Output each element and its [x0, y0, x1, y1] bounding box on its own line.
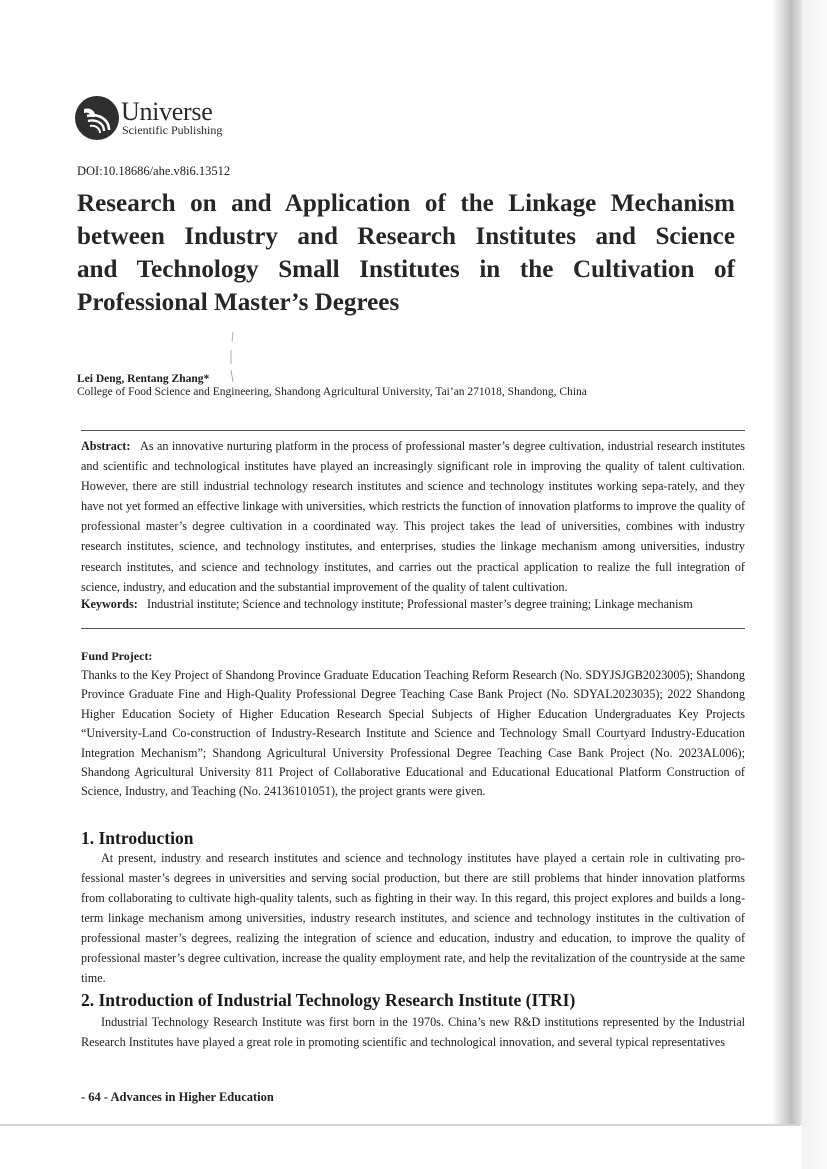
keywords — [81, 597, 745, 612]
title-line: between Industry and Research Institutes and Science — [77, 221, 735, 250]
keywords-text: Industrial institute; Science and technology institute; Professional master’s degree training; Linkage mechanism — [147, 597, 693, 611]
fund-project-text: Thanks to the Key Project of Shandong Province Graduate Education Teaching Reform Research (No. SDYJSJGB2023005); Shandong Province Graduate Fine and High-Quality Professional Degree Teaching Case Bank Project (No. SDYAL2023035); 2022 Shandong Higher Education Society of Higher Education Research Special Subjects of Higher Education Undergraduates Key Projects “University-Land Co-construction of Industry-Research Institute and Science and Technology Small Courtyard Industry-Education Integration Mechanism”; Shandong Agricultural University Professional Degree Teaching Case Bank Project (No. 2023AL006); Shandong Agricultural University 811 Project of Collaborative Educational and Educational Educational Platform Construction of Science, Industry, and Teaching (No. 24136101051), the project grants were given. — [81, 668, 745, 799]
paper-page — [77, 0, 747, 1169]
doi: DOI:10.18686/ahe.v8i6.13512 — [77, 164, 231, 178]
abstract-spacer — [134, 439, 137, 453]
publisher-logo — [74, 95, 274, 145]
universe-logo-icon — [74, 95, 120, 141]
section-paragraph: At present, industry and research institutes and science and technology institutes have played a certain role in cultivating pro-fessional master’s degrees in universities and serving social production, but there are still problems that hinder innovation platforms from collaborating to cultivate high-quality talents, such as fighting in their way. In this regard, this project explores and builds a long-term linkage mechanism among universities, industry research institutes, and science and technology institutes in the cultivation of professional master’s degrees, realizing the integration of science and education, industry and education, to improve the quality of professional master’s degree cultivation, increase the quality employment rate, and help the revitalization of the countryside at the same time. — [81, 851, 745, 985]
title-line: and Technology Small Institutes in the Cultivation of — [77, 254, 735, 283]
title-line: Professional Master’s Degrees — [77, 287, 400, 316]
divider — [81, 628, 745, 629]
fund-project-label: Fund Project: — [81, 649, 153, 663]
keywords-spacer — [141, 597, 144, 611]
abstract-text: As an innovative nurturing platform in the process of professional master’s degree cultivation, industrial research institutes and scientific and technological institutes have played an increasingly significant role in improving the quality of talent cultivation. However, there are still industrial technology research institutes and science and technology institutes working sepa-rately, and they have not yet formed an effective linkage with universities, which restricts the function of innovation platforms to improve the quality of professional master’s degree cultivation in a coordinated way. This project takes the lead of universities, combines with industry research institutes, science, and technology institutes, and enterprises, studies the linkage mechanism among universities, industry research institutes, and science and technology institutes, and carries out the practical application to realize the full integration of science, industry, and education and the substantial improvement of the quality of talent cultivation. — [81, 439, 746, 594]
scan-shadow-strip — [772, 0, 802, 1125]
keywords-label: Keywords: — [81, 597, 138, 611]
scan-margin — [802, 0, 827, 1169]
publisher-subtitle: Scientific Publishing — [122, 123, 223, 137]
pen-mark — [229, 330, 235, 385]
section-heading: 2. Introduction of Industrial Technology Research Institute (ITRI) — [81, 990, 576, 1010]
publisher-name: Universe — [121, 97, 213, 126]
abstract — [81, 436, 745, 597]
authors: Lei Deng, Rentang Zhang* — [77, 373, 210, 385]
paper-title — [77, 186, 735, 318]
abstract-label: Abstract: — [81, 439, 131, 453]
page-footer: - 64 - Advances in Higher Education — [81, 1090, 274, 1104]
divider — [81, 430, 745, 431]
section-paragraph: Industrial Technology Research Institute was first born in the 1970s. China’s new R&D institutions represented by the Industrial Research Institutes have played a great role in promoting scientific and technological innovation, and several typical representatives — [81, 1015, 745, 1049]
affiliation: College of Food Science and Engineering, Shandong Agricultural University, Tai’an 271018, Shandong, China — [77, 386, 587, 398]
section-heading: 1. Introduction — [81, 828, 194, 848]
title-line: Research on and Application of the Linkage Mechanism — [77, 188, 735, 217]
